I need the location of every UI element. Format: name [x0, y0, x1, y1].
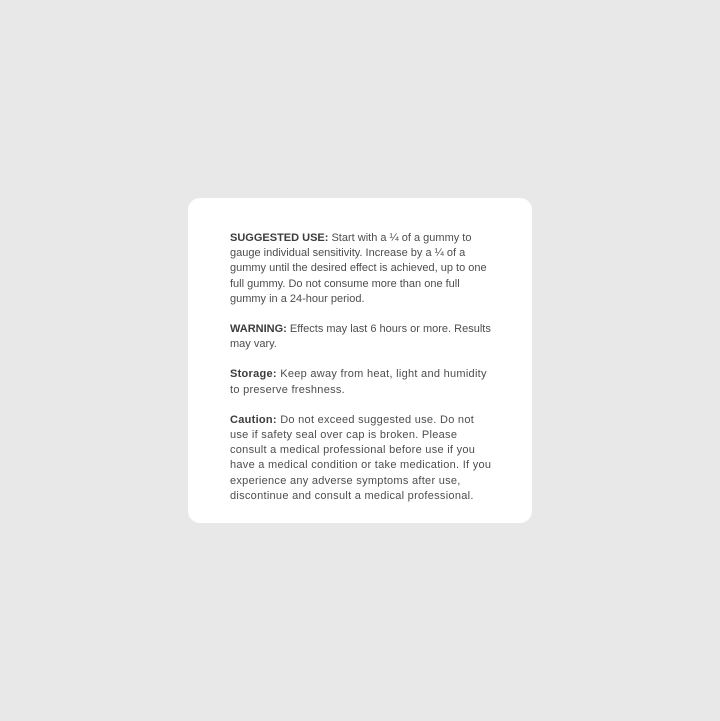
caution-section — [230, 413, 492, 504]
storage-heading: Storage: — [230, 368, 277, 381]
caution-text: Do not exceed suggested use. Do not use if safety seal over cap is broken. Please consult a medical professional before use if you have a medical condition or take medication. If you experience any adverse symptoms after use, discontinue and consult a medical professional. — [230, 413, 492, 502]
warning-section — [230, 322, 492, 352]
warning-heading: WARNING: — [230, 323, 287, 336]
suggested-use-section — [230, 231, 492, 307]
suggested-use-text: Start with a ¼ of a gummy to gauge individual sensitivity. Increase by a ¼ of a gummy until the desired effect is achieved, up to one full gummy. Do not consume more than one full gummy in a 24-hour period. — [230, 232, 487, 305]
suggested-use-heading: SUGGESTED USE: — [230, 232, 329, 244]
storage-section — [230, 367, 492, 397]
label-card — [188, 198, 532, 523]
storage-text: Keep away from heat, light and humidity to preserve freshness. — [230, 368, 487, 396]
warning-text: Effects may last 6 hours or more. Results may vary. — [230, 323, 491, 351]
caution-heading: Caution: — [230, 413, 277, 426]
